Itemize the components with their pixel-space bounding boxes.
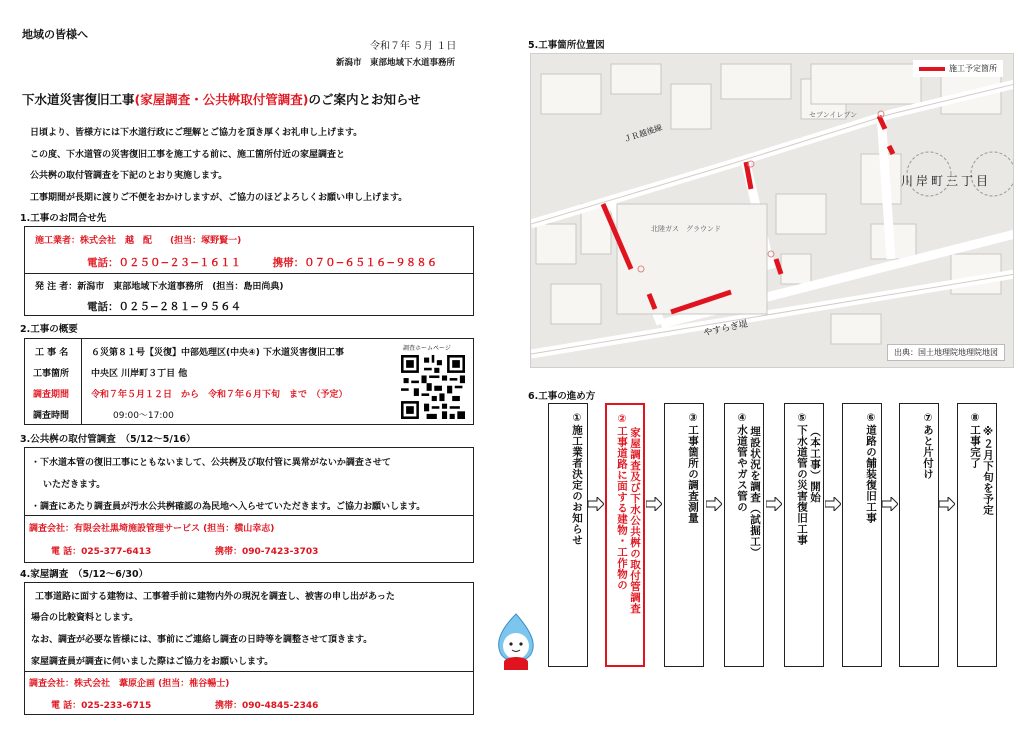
title-suffix: のご案内とお知らせ: [308, 92, 421, 107]
flow-step-3: [664, 403, 704, 667]
arrow-right-icon: [766, 497, 782, 511]
flow-heading: 6.工事の進め方: [528, 391, 596, 402]
contractor-line: 施工業者：株式会社 越 配 (担当：塚野賢一): [35, 236, 242, 246]
legend-label: 施工予定箇所: [949, 64, 997, 73]
label-yasuragi: やすらぎ堤: [702, 319, 749, 339]
label-seven: セブンイレブン: [809, 111, 858, 119]
divider: [25, 273, 473, 274]
flow-step-7: [899, 403, 939, 667]
pipe-line: いただきます。: [43, 480, 106, 490]
step-text: 水道管やガス管の: [736, 424, 748, 513]
period-label: 調査期間: [33, 390, 70, 400]
step-text: 下水道管の災害復旧工事: [796, 424, 808, 546]
label-jr: ＪＲ越後線: [622, 123, 664, 144]
flow-step-2: [605, 403, 645, 667]
map-graphic: [531, 54, 1014, 368]
arrow-right-icon: [939, 497, 955, 511]
client-tel: 電話：０２５−２８１−９５６４: [87, 301, 242, 313]
step-text: 工事道路に面する建物・工作物の: [616, 425, 628, 591]
house-line: 工事道路に面する建物は、工事着手前に建物内外の現況を調査し、被害の申し出があった: [35, 592, 395, 602]
intro-line: 工事期間が長期に渡りご不便をおかけしますが、ご協力のほどよろしくお願い申し上げます。: [30, 193, 408, 203]
intro-line: この度、下水道管の災害復旧工事を施工する前に、施工箇所付近の家屋調査と: [30, 150, 346, 160]
step-num: ⑧: [969, 412, 981, 425]
pipe-box: [24, 447, 474, 563]
time-label: 調査時間: [33, 411, 70, 421]
flow-step-5: [784, 403, 824, 667]
arrow-right-icon: [825, 497, 841, 511]
pipe-line: ・調査にあたり調査員が汚水公共桝確認の為民地へ入らせていただきます。ご協力お願いします。: [31, 502, 426, 512]
overview-heading: 2.工事の概要: [20, 324, 78, 335]
house-heading: 4.家屋調査 （5/12〜6/30）: [20, 569, 149, 580]
site-label: 工事箇所: [33, 369, 70, 379]
house-mobile: 携帯：090-4845-2346: [215, 701, 319, 711]
map-legend: [913, 60, 1003, 77]
issue-date: 令和７年 ５月 １日: [370, 41, 457, 52]
step-text-2: 家屋調査及び下水公共桝の取付管調査: [629, 427, 641, 614]
arrow-right-icon: [588, 497, 604, 511]
contact-heading: 1.工事のお問合せ先: [20, 213, 107, 224]
step-text: 工事箇所の調査測量: [687, 424, 699, 524]
arrow-right-icon: [706, 497, 722, 511]
house-line: 家屋調査員が調査に伺いました際はご協力をお願いします。: [31, 657, 274, 667]
step-num: ⑤: [796, 412, 808, 425]
pipe-line: ・下水道本管の復旧工事にともないまして、公共桝及び取付管に異常がないか調査させて: [31, 458, 391, 468]
divider: [25, 515, 473, 516]
intro-line: 公共桝の取付管調査を下記のとおり実施します。: [30, 171, 228, 181]
contractor-tel: 電話：０２５０−２３−１６１１ 携帯：０７０−６５１６−９８８６: [87, 257, 438, 269]
qr-caption: 調査ホームページ: [403, 345, 451, 352]
step-text: 工事完了: [969, 424, 981, 469]
house-line: なお、調査が必要な皆様には、事前にご連絡し調査の日時等を調整させて頂きます。: [31, 635, 373, 645]
name-value: ６災第８１号【災復】中部処理区(中央④) 下水道災害復旧工事: [91, 348, 344, 358]
step-num: ⑦: [922, 412, 934, 425]
pipe-heading: 3.公共桝の取付管調査 （5/12〜5/16）: [20, 434, 196, 445]
mascot-character: [490, 612, 542, 672]
name-label: 工 事 名: [35, 348, 69, 358]
house-line: 場合の比較資料とします。: [31, 613, 139, 623]
map-heading: 5.工事箇所位置図: [528, 40, 605, 51]
intro-line: 日頃より、皆様方には下水道行政にご理解とご協力を頂き厚くお礼申し上げます。: [30, 128, 363, 138]
label-kawagishi: 川岸町三丁目: [901, 174, 992, 188]
title-prefix: 下水道災害復旧工事: [22, 92, 135, 107]
flow-step-1: [548, 403, 588, 667]
house-tel: 電 話：025-233-6715: [51, 701, 152, 711]
divider: [25, 671, 473, 672]
greeting: 地域の皆様へ: [22, 28, 88, 41]
pipe-tel: 電 話：025-377-6413: [51, 547, 152, 557]
house-box: [24, 582, 474, 715]
step-text: あと片付け: [922, 424, 934, 480]
arrow-right-icon: [646, 497, 662, 511]
flow-step-8: [957, 403, 997, 667]
step-text: 道路の舗装復旧工事: [865, 424, 877, 524]
contact-box: [24, 226, 474, 316]
legend-swatch: [919, 67, 945, 71]
time-value: 09:00〜17:00: [113, 411, 174, 421]
pipe-mobile: 携帯：090-7423-3703: [215, 547, 319, 557]
qr-code[interactable]: [401, 355, 465, 419]
period-value: 令和７年５月１２日 から 令和７年６月下旬 まで （予定）: [91, 390, 348, 400]
house-company: 調査会社：株式会社 葦原企画 (担当：椎谷暢士): [29, 679, 230, 689]
step-num: ②: [616, 413, 628, 426]
step-num: ①: [571, 412, 583, 425]
pipe-company: 調査会社：有限会社黒埼施設管理サービス (担当：横山幸志): [29, 524, 275, 534]
site-value: 中央区 川岸町３丁目 他: [91, 369, 188, 379]
page-title: [22, 90, 421, 108]
step-num: ③: [687, 412, 699, 425]
step-num: ④: [736, 412, 748, 425]
step-num: ⑥: [865, 412, 877, 425]
overview-box: [24, 338, 474, 425]
step-text-2: （本工事）開始: [809, 426, 821, 503]
arrow-right-icon: [882, 497, 898, 511]
client-line: 発 注 者：新潟市 東部地域下水道事務所 (担当：島田尚典): [35, 282, 284, 292]
step-text-2: ※２月下旬を予定: [982, 426, 994, 516]
step-text: 施工業者決定のお知らせ: [571, 424, 583, 546]
map-credit: 出典：国土地理院地理院地図: [887, 344, 1005, 361]
flow-step-6: [842, 403, 882, 667]
location-map: [530, 53, 1014, 368]
title-highlight: (家屋調査・公共桝取付管調査): [134, 92, 309, 107]
issuer: 新潟市 東部地域下水道事務所: [336, 58, 456, 68]
flow-step-4: [724, 403, 764, 667]
step-text-2: 埋設状況を調査（試掘工）: [749, 426, 761, 558]
label-ground: 北陸ガス グラウンド: [651, 225, 721, 233]
